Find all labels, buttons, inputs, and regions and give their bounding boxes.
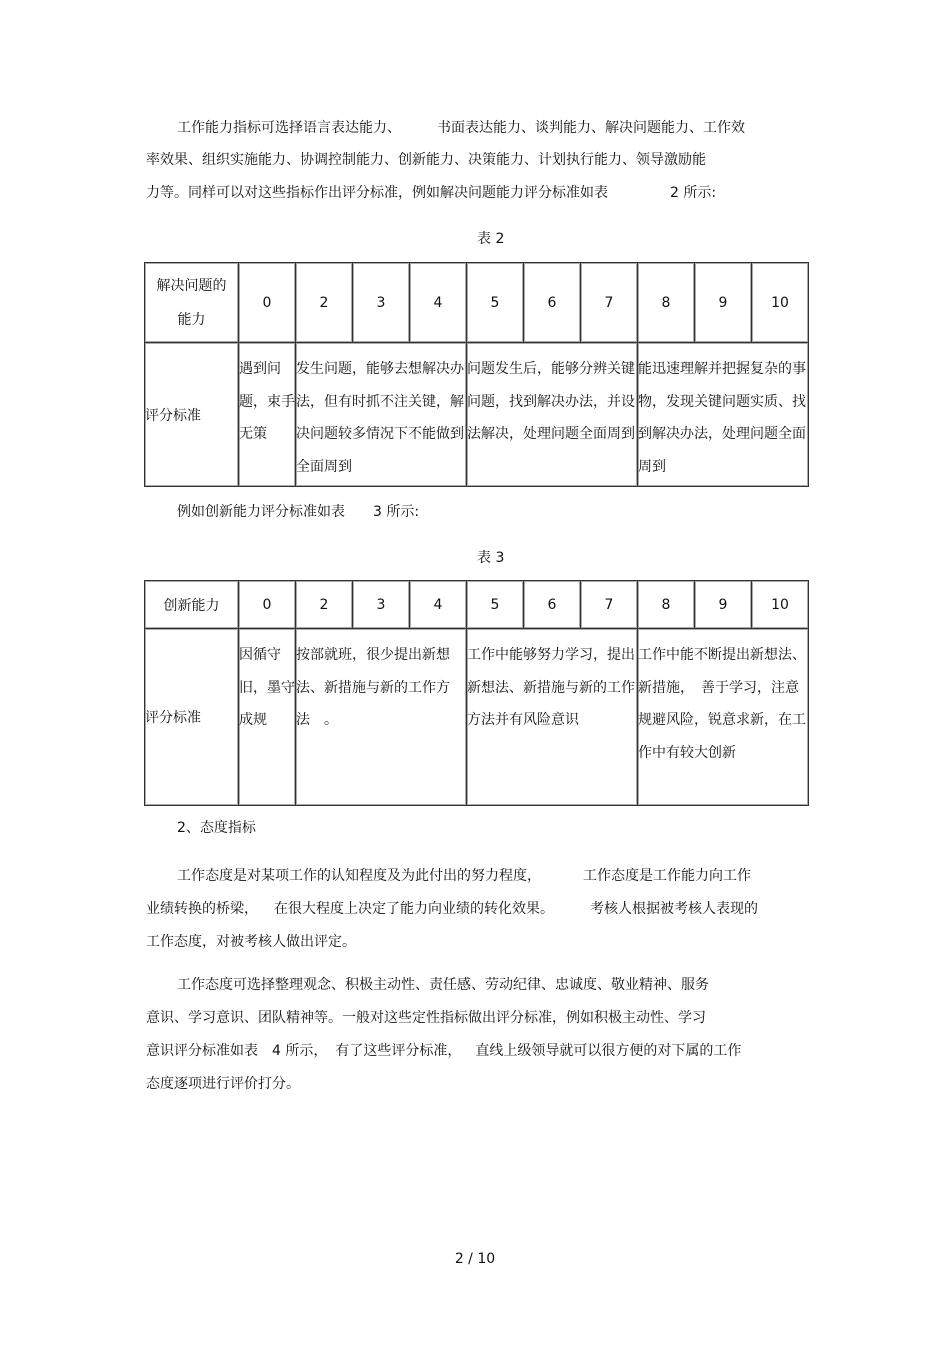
score-cell: 9 bbox=[695, 581, 752, 629]
criteria-cell: 发生问题，能够去想解决办法，但有时抓不注关键，解决问题较多情况下不能做到全面周到 bbox=[296, 343, 467, 487]
intro-text: 书面表达能力、谈判能力、解决问题能力、工作效 bbox=[437, 120, 745, 136]
table3-criteria-row bbox=[145, 629, 809, 806]
attitude-text: 在很大程度上决定了能力向业绩的转化效果。 bbox=[274, 901, 554, 917]
page-number: 2 / 10 bbox=[454, 1251, 496, 1267]
score-cell: 0 bbox=[239, 263, 296, 343]
options-text: 4 所示， bbox=[272, 1043, 328, 1059]
intro-line-1 bbox=[177, 118, 745, 138]
criteria-cell: 工作中能够努力学习，提出新想法、新措施与新的工作方法并有风险意识 bbox=[467, 629, 638, 806]
table2-criteria-row bbox=[145, 343, 809, 487]
score-cell: 7 bbox=[581, 263, 638, 343]
table3-intro-text: 3 所示: bbox=[373, 504, 420, 520]
intro-text: 工作能力指标可选择语言表达能力、 bbox=[177, 120, 401, 136]
options-text: 意识评分标准如表 bbox=[146, 1043, 258, 1059]
intro-text: 2 所示: bbox=[670, 185, 717, 201]
options-text: 直线上级领导就可以很方便的对下属的工作 bbox=[475, 1043, 742, 1059]
criteria-cell: 能迅速理解并把握复杂的事物，发现关键问题实质、找到解决办法，处理问题全面周到 bbox=[638, 343, 809, 487]
score-cell: 4 bbox=[410, 581, 467, 629]
options-line-2: 意识、学习意识、团队精神等。一般对这些定性指标做出评分标准，例如积极主动性、学习 bbox=[146, 1010, 706, 1026]
header-label-line: 能力 bbox=[177, 311, 206, 328]
options-line-1: 工作态度可选择整理观念、积极主动性、责任感、劳动纪律、忠诚度、敬业精神、服务 bbox=[177, 977, 709, 993]
table2-header-row bbox=[145, 263, 809, 343]
table3 bbox=[144, 580, 809, 806]
row-label: 评分标准 bbox=[145, 629, 239, 806]
row-label: 评分标准 bbox=[145, 343, 239, 487]
attitude-line-2 bbox=[146, 899, 758, 919]
score-cell: 3 bbox=[353, 581, 410, 629]
section-heading: 2、态度指标 bbox=[177, 820, 256, 836]
header-label-line: 解决问题的 bbox=[156, 277, 227, 294]
score-cell: 5 bbox=[467, 581, 524, 629]
table3-header-row bbox=[145, 581, 809, 629]
attitude-line-1 bbox=[177, 866, 751, 886]
options-line-4: 态度逐项进行评价打分。 bbox=[146, 1076, 300, 1092]
attitude-text: 业绩转换的桥梁， bbox=[146, 901, 258, 917]
criteria-cell: 工作中能不断提出新想法、新措施， 善于学习，注意规避风险，锐意求新，在工作中有较大创新 bbox=[638, 629, 809, 806]
score-cell: 10 bbox=[752, 263, 809, 343]
attitude-line-3: 工作态度，对被考核人做出评定。 bbox=[146, 934, 356, 950]
attitude-text: 工作态度是对某项工作的认知程度及为此付出的努力程度， bbox=[177, 868, 541, 884]
table3-header-label: 创新能力 bbox=[145, 581, 239, 629]
table3-intro bbox=[177, 502, 419, 522]
attitude-text: 工作态度是工作能力向工作 bbox=[583, 868, 751, 884]
intro-text: 力等。同样可以对这些指标作出评分标准，例如解决问题能力评分标准如表 bbox=[146, 185, 608, 201]
table3-caption: 表 3 bbox=[477, 550, 505, 566]
table2-caption: 表 2 bbox=[477, 231, 505, 247]
score-cell: 4 bbox=[410, 263, 467, 343]
options-line-3 bbox=[146, 1041, 741, 1061]
score-cell: 6 bbox=[524, 263, 581, 343]
score-cell: 5 bbox=[467, 263, 524, 343]
score-cell: 2 bbox=[296, 263, 353, 343]
criteria-cell: 按部就班，很少提出新想法、新措施与新的工作方法 。 bbox=[296, 629, 467, 806]
table2 bbox=[144, 262, 809, 487]
criteria-cell: 因循守旧，墨守成规 bbox=[239, 629, 296, 806]
options-text: 有了这些评分标准， bbox=[335, 1043, 462, 1059]
intro-line-2: 率效果、组织实施能力、协调控制能力、创新能力、决策能力、计划执行能力、领导激励能 bbox=[146, 152, 706, 168]
table3-intro-text: 例如创新能力评分标准如表 bbox=[177, 504, 345, 520]
criteria-cell: 遇到问题，束手无策 bbox=[239, 343, 296, 487]
score-cell: 9 bbox=[695, 263, 752, 343]
score-cell: 8 bbox=[638, 263, 695, 343]
attitude-text: 考核人根据被考核人表现的 bbox=[590, 901, 758, 917]
score-cell: 2 bbox=[296, 581, 353, 629]
criteria-cell: 问题发生后，能够分辨关键问题，找到解决办法，并设法解决，处理问题全面周到 bbox=[467, 343, 638, 487]
intro-line-3 bbox=[146, 183, 716, 203]
score-cell: 7 bbox=[581, 581, 638, 629]
score-cell: 10 bbox=[752, 581, 809, 629]
score-cell: 6 bbox=[524, 581, 581, 629]
score-cell: 3 bbox=[353, 263, 410, 343]
score-cell: 8 bbox=[638, 581, 695, 629]
score-cell: 0 bbox=[239, 581, 296, 629]
table2-header-label bbox=[145, 263, 239, 343]
